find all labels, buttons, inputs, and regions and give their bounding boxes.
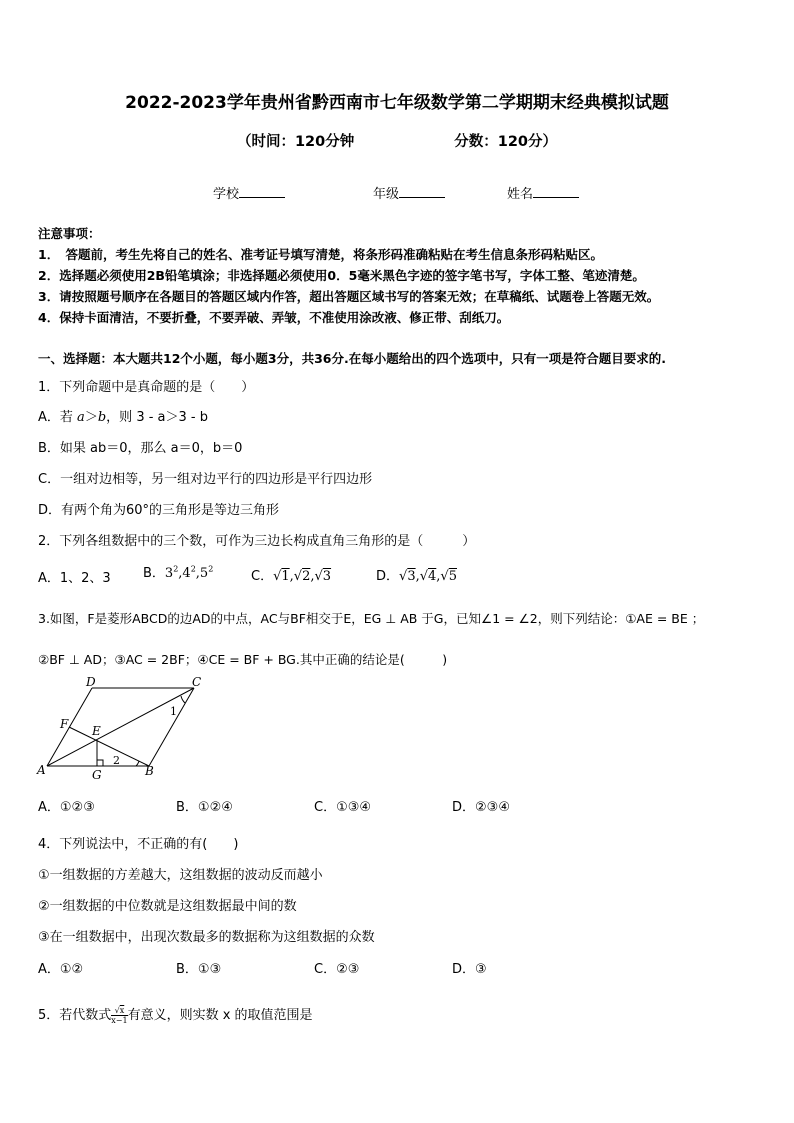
q4-statement-1: ①一组数据的方差越大，这组数据的波动反而越小 [38,868,323,883]
note-1: 1． 答题前，考生先将自己的姓名、准考证号填写清楚，将条形码准确粘贴在考生信息条形码粘贴区。 [38,247,603,262]
label-angle-1: 1 [170,705,177,718]
section-heading: 一、选择题：本大题共12个小题，每小题3分，共36分.在每小题给出的四个选项中，只有一项是符合题目要求的. [38,351,666,366]
q4-statement-3: ③在一组数据中，出现次数最多的数据称为这组数据的众数 [38,930,375,945]
q2-option-b: B．$3^2,4^2,5^2$ [143,564,214,581]
q4-option-b: B．①③ [176,962,222,977]
note-4: 4．保持卡面清洁，不要折叠，不要弄破、弄皱，不准使用涂改液、修正带、刮纸刀。 [38,310,510,325]
school-blank[interactable] [239,185,285,198]
label-c: C [192,676,202,689]
name-field: 姓名 [507,183,579,202]
label-b: B [145,764,154,778]
q3-option-b: B．①②④ [176,800,233,815]
note-2: 2．选择题必须使用2B铅笔填涂；非选择题必须使用0．5毫米黑色字迹的签字笔书写，字体工整、笔迹清楚。 [38,268,645,283]
name-blank[interactable] [533,185,579,198]
q4-option-a: A．①② [38,962,84,977]
grade-field: 年级 [373,183,445,202]
angle-1-arc [181,696,185,703]
q1-option-a: A．若 a＞b，则 3 - a＞3 - b [38,410,208,425]
score-text: 分数：120分） [454,134,558,150]
rhombus-figure [34,676,214,784]
exam-title: 2022-2023学年贵州省黔西南市七年级数学第二学期期末经典模拟试题 [125,93,669,113]
q4-option-c: C．②③ [314,962,360,977]
q3-line2: ②BF ⊥ AD；③AC = 2BF；④CE = BF + BG.其中正确的结论是( ) [38,652,448,667]
q4-stem: 4．下列说法中，不正确的有( ) [38,837,239,852]
notes-heading: 注意事项： [38,226,101,241]
school-field: 学校 [213,183,285,202]
q1-option-c: C．一组对边相等，另一组对边平行的四边形是平行四边形 [38,472,373,487]
label-d: D [86,676,96,689]
exam-subtitle [0,130,794,151]
label-angle-2: 2 [113,754,120,767]
q2-option-d: D．√3,√4,√5 [376,569,457,584]
q4-option-d: D．③ [452,962,487,977]
right-angle-mark [97,760,103,766]
q3-option-d: D．②③④ [452,800,510,815]
time-text: （时间：120分钟 [236,134,355,150]
q3-line1: 3.如图，F是菱形ABCD的边AD的中点，AC与BF相交于E，EG ⊥ AB 于G，已知∠1 = ∠2，则下列结论：①AE = BE ； [38,611,705,626]
note-3: 3．请按照题号顺序在各题目的答题区域内作答，超出答题区域书写的答案无效；在草稿纸、试题卷上答题无效。 [38,289,660,304]
angle-2-arc [136,761,139,766]
label-e: E [92,724,101,738]
label-g: G [92,768,102,782]
q1-stem: 1．下列命题中是真命题的是（ ） [38,380,255,395]
q4-statement-2: ②一组数据的中位数就是这组数据最中间的数 [38,899,297,914]
q2-stem: 2．下列各组数据中的三个数，可作为三边长构成直角三角形的是（ ） [38,534,476,549]
q1-option-d: D．有两个角为60°的三角形是等边三角形 [38,503,280,518]
q3-option-a: A．①②③ [38,800,95,815]
q5-stem: 5．若代数式 $\frac{√x}{x-1}$ 有意义，则实数 x 的取值范围是 [38,1006,313,1025]
label-a: A [37,763,46,777]
q5-fraction: $\frac{√x}{x-1}$ [111,1006,128,1025]
q2-option-c: C．√1,√2,√3 [251,569,332,584]
q3-option-c: C．①③④ [314,800,372,815]
q1-option-b: B．如果 ab＝0，那么 a＝0，b＝0 [38,441,243,456]
grade-blank[interactable] [399,185,445,198]
label-f: F [60,717,69,731]
q2-option-a: A．1、2、3 [38,571,111,586]
